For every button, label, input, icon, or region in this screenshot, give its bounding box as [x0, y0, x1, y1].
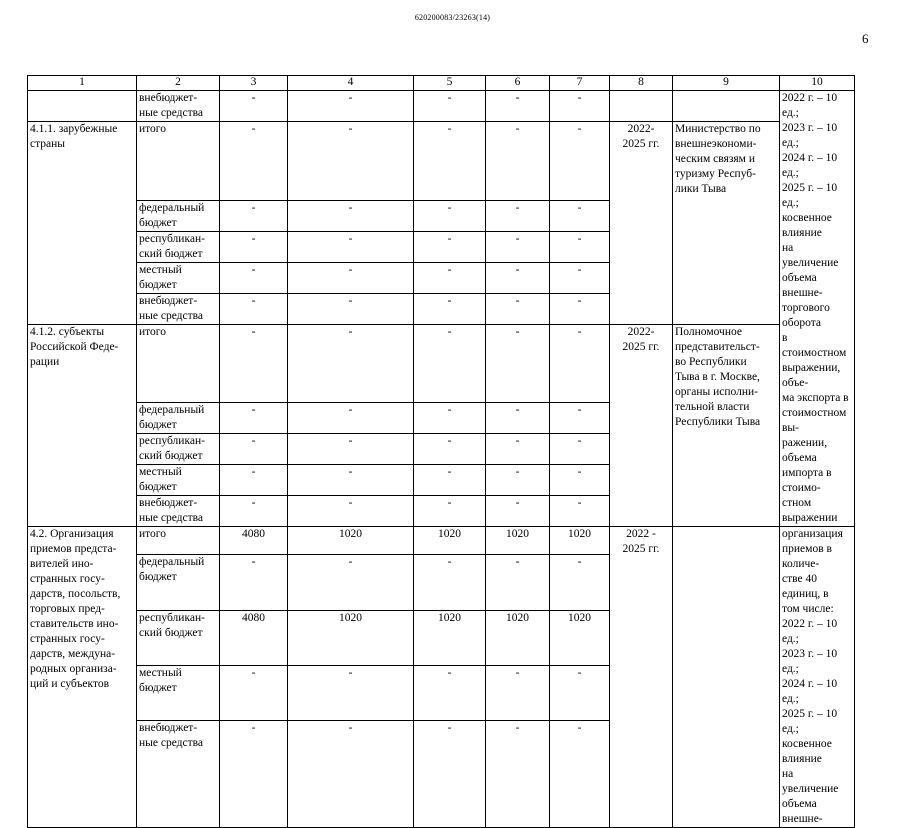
value-cell: -	[486, 555, 550, 610]
funding-source: внебюджет- ные средства	[137, 293, 220, 324]
column-header: 1	[28, 76, 137, 91]
value-cell: -	[550, 200, 610, 231]
funding-source: местный бюджет	[137, 262, 220, 293]
funding-source: внебюджет- ные средства	[137, 721, 220, 828]
value-cell: -	[550, 262, 610, 293]
value-cell: -	[288, 231, 414, 262]
activity-cell: 4.2. Организация приемов предста- вителей ино- странных госу- дарств, посольств, торговых пред- ставительств ино- странных госу- дарств, междуна- родных организа- ций и субъектов	[28, 527, 137, 828]
value-cell: -	[288, 200, 414, 231]
value-cell: -	[414, 262, 486, 293]
page-number: 6	[862, 31, 869, 46]
table-row	[28, 91, 855, 122]
value-cell: -	[550, 434, 610, 465]
value-cell: -	[414, 496, 486, 527]
table-row	[28, 527, 855, 555]
value-cell: -	[220, 465, 288, 496]
value-cell: 1020	[550, 610, 610, 665]
value-cell: -	[550, 293, 610, 324]
funding-source: внебюджет- ные средства	[137, 91, 220, 122]
funding-source: местный бюджет	[137, 665, 220, 720]
column-header: 5	[414, 76, 486, 91]
value-cell: -	[220, 293, 288, 324]
value-cell: -	[486, 324, 550, 403]
value-cell: -	[220, 262, 288, 293]
value-cell: -	[414, 721, 486, 828]
value-cell: -	[220, 91, 288, 122]
value-cell: -	[220, 555, 288, 610]
funding-source: федеральный бюджет	[137, 200, 220, 231]
value-cell: -	[414, 231, 486, 262]
value-cell: -	[220, 665, 288, 720]
result-cell: 2022 г. – 10 ед.; 2023 г. – 10 ед.; 2024 г. – 10 ед.; 2025 г. – 10 ед.; косвенное влияние на увеличение объема внешне- торгового оборота в стоимостном выражении, объе- ма экспорта в стоимостном вы- ражении, объема импорта в стоимо- стном выражении	[780, 91, 855, 527]
value-cell: -	[288, 91, 414, 122]
value-cell: 1020	[486, 527, 550, 555]
value-cell: -	[486, 465, 550, 496]
value-cell: -	[486, 403, 550, 434]
value-cell: -	[414, 91, 486, 122]
value-cell: 4080	[220, 610, 288, 665]
executor-cell	[673, 527, 780, 828]
period-cell	[610, 91, 673, 122]
value-cell: -	[486, 91, 550, 122]
funding-source: республикан- ский бюджет	[137, 610, 220, 665]
column-header: 9	[673, 76, 780, 91]
value-cell: -	[414, 465, 486, 496]
value-cell: -	[220, 721, 288, 828]
value-cell: -	[550, 721, 610, 828]
value-cell: 1020	[550, 527, 610, 555]
column-header: 7	[550, 76, 610, 91]
value-cell: -	[550, 555, 610, 610]
value-cell: -	[486, 200, 550, 231]
value-cell: -	[486, 665, 550, 720]
column-header: 4	[288, 76, 414, 91]
period-cell: 2022 - 2025 гг.	[610, 527, 673, 828]
value-cell: -	[414, 293, 486, 324]
value-cell: -	[414, 555, 486, 610]
value-cell: -	[550, 122, 610, 201]
value-cell: -	[550, 496, 610, 527]
value-cell: -	[414, 434, 486, 465]
value-cell: -	[486, 122, 550, 201]
value-cell: 4080	[220, 527, 288, 555]
document-id: 620200083/23263(14)	[414, 13, 491, 22]
value-cell: -	[288, 262, 414, 293]
program-table	[27, 75, 855, 828]
value-cell: -	[288, 721, 414, 828]
funding-source: итого	[137, 527, 220, 555]
table-header-row	[28, 76, 855, 91]
column-header: 2	[137, 76, 220, 91]
value-cell: -	[414, 665, 486, 720]
value-cell: 1020	[414, 527, 486, 555]
value-cell: -	[486, 721, 550, 828]
funding-source: федеральный бюджет	[137, 555, 220, 610]
value-cell: -	[550, 324, 610, 403]
value-cell: -	[288, 403, 414, 434]
value-cell: -	[220, 403, 288, 434]
value-cell: 1020	[486, 610, 550, 665]
value-cell: -	[220, 496, 288, 527]
value-cell: -	[550, 403, 610, 434]
funding-source: республикан- ский бюджет	[137, 231, 220, 262]
value-cell: -	[414, 122, 486, 201]
value-cell: -	[288, 293, 414, 324]
value-cell: -	[288, 122, 414, 201]
value-cell: -	[486, 496, 550, 527]
value-cell: -	[288, 465, 414, 496]
value-cell: -	[220, 434, 288, 465]
result-cell: организация приемов в количе- стве 40 единиц, в том числе: 2022 г. – 10 ед.; 2023 г. – 10 ед.; 2024 г. – 10 ед.; 2025 г. – 10 ед.; косвенное влияние на увеличение объема внешне-	[780, 527, 855, 828]
value-cell: -	[220, 200, 288, 231]
value-cell: -	[550, 665, 610, 720]
table-row	[28, 122, 855, 201]
value-cell: -	[288, 434, 414, 465]
value-cell: -	[220, 324, 288, 403]
activity-cell: 4.1.2. субъекты Российской Феде- рации	[28, 324, 137, 527]
column-header: 6	[486, 76, 550, 91]
value-cell: -	[288, 496, 414, 527]
value-cell: -	[288, 324, 414, 403]
value-cell: -	[288, 555, 414, 610]
column-header: 8	[610, 76, 673, 91]
value-cell: -	[414, 403, 486, 434]
funding-source: республикан- ский бюджет	[137, 434, 220, 465]
value-cell: -	[486, 293, 550, 324]
executor-cell: Полномочное представительст- во Республики Тыва в г. Москве, органы исполни- тельной власти Республики Тыва	[673, 324, 780, 527]
value-cell: -	[550, 465, 610, 496]
value-cell: -	[550, 91, 610, 122]
table-row	[28, 324, 855, 403]
value-cell: 1020	[288, 527, 414, 555]
executor-cell: Министерство по внешнеэкономи- ческим связям и туризму Респуб- лики Тыва	[673, 122, 780, 325]
funding-source: итого	[137, 324, 220, 403]
activity-cell	[28, 91, 137, 122]
column-header: 3	[220, 76, 288, 91]
funding-source: федеральный бюджет	[137, 403, 220, 434]
value-cell: -	[414, 324, 486, 403]
value-cell: -	[220, 122, 288, 201]
value-cell: 1020	[288, 610, 414, 665]
period-cell: 2022- 2025 гг.	[610, 324, 673, 527]
value-cell: -	[486, 262, 550, 293]
value-cell: 1020	[414, 610, 486, 665]
executor-cell	[673, 91, 780, 122]
funding-source: итого	[137, 122, 220, 201]
value-cell: -	[220, 231, 288, 262]
value-cell: -	[288, 665, 414, 720]
activity-cell: 4.1.1. зарубежные страны	[28, 122, 137, 325]
funding-source: внебюджет- ные средства	[137, 496, 220, 527]
period-cell: 2022- 2025 гг.	[610, 122, 673, 325]
column-header: 10	[780, 76, 855, 91]
value-cell: -	[486, 434, 550, 465]
value-cell: -	[550, 231, 610, 262]
value-cell: -	[414, 200, 486, 231]
value-cell: -	[486, 231, 550, 262]
funding-source: местный бюджет	[137, 465, 220, 496]
